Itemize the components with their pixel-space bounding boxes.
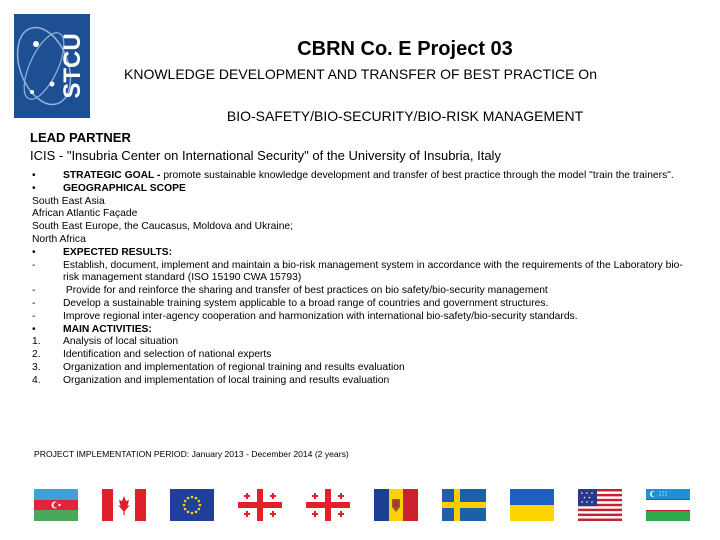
subtitle-line-1: KNOWLEDGE DEVELOPMENT AND TRANSFER OF BEST PRACTICE On <box>124 66 597 82</box>
region-item: South East Europe, the Caucasus, Moldova and Ukraine; <box>32 221 294 233</box>
bullet: • <box>32 246 36 258</box>
list-item <box>32 311 692 324</box>
dash-marker: - <box>32 259 36 271</box>
expected-results-label: EXPECTED RESULTS: <box>63 246 173 258</box>
usa-flag <box>578 489 622 521</box>
list-item <box>32 362 692 375</box>
geographical-scope-label: GEOGRAPHICAL SCOPE <box>63 182 186 194</box>
main-activities <box>32 324 692 337</box>
list-item <box>32 260 692 286</box>
dash-marker: - <box>32 285 36 297</box>
result-text: Improve regional inter-agency cooperation and harmonization with international bio-safety/bio-security standards. <box>63 310 578 322</box>
strategic-goal-text: promote sustainable knowledge development and transfer of best practice through the model "train the trainers". <box>163 170 674 181</box>
lead-partner-text: ICIS - "Insubria Center on International Security" of the University of Insubria, Italy <box>30 148 501 163</box>
result-text: Provide for and reinforce the sharing and transfer of best practices on bio safety/bio-security management <box>63 285 548 297</box>
activity-text: Analysis of local situation <box>63 336 179 348</box>
dash-marker: - <box>32 310 36 322</box>
expected-results <box>32 247 692 260</box>
stcu-logo <box>14 14 90 118</box>
georgia-flag <box>238 489 282 521</box>
implementation-period: PROJECT IMPLEMENTATION PERIOD: January 2013 - December 2014 (2 years) <box>34 449 349 459</box>
region-item: African Atlantic Façade <box>32 208 138 220</box>
strategic-goal <box>32 170 692 183</box>
list-item <box>32 375 692 388</box>
list-item <box>32 298 692 311</box>
strategic-goal-label: STRATEGIC GOAL - <box>63 170 164 181</box>
activity-text: Organization and implementation of local training and results evaluation <box>63 374 390 386</box>
number-marker: 4. <box>32 374 41 386</box>
logo-text: STCU <box>59 33 86 99</box>
eu-flag <box>170 489 214 521</box>
sweden-flag <box>442 489 486 521</box>
georgia-flag <box>306 489 350 521</box>
result-text: Establish, document, implement and maintain a bio-risk management system in accordance with the requirements of the Laboratory bio-risk management standard (ISO 15190 CWA 15793) <box>63 259 683 284</box>
list-item <box>32 349 692 362</box>
number-marker: 2. <box>32 349 41 361</box>
partner-flags <box>34 489 690 521</box>
activity-text: Organization and implementation of regional training and results evaluation <box>63 361 405 373</box>
bullet: • <box>32 170 36 181</box>
geographical-scope <box>32 183 692 196</box>
project-details <box>32 170 692 388</box>
region-item: South East Asia <box>32 195 105 207</box>
bullet: • <box>32 182 36 194</box>
canada-flag <box>102 489 146 521</box>
list-item <box>32 336 692 349</box>
dash-marker: - <box>32 297 36 309</box>
result-text: Develop a sustainable training system applicable to a broad range of countries and government structures. <box>63 297 549 309</box>
moldova-flag <box>374 489 418 521</box>
number-marker: 3. <box>32 361 41 373</box>
bullet: • <box>32 323 36 335</box>
main-activities-label: MAIN ACTIVITIES: <box>63 323 152 335</box>
uzbekistan-flag <box>646 489 690 521</box>
list-item <box>32 285 692 298</box>
subtitle-line-2: BIO-SAFETY/BIO-SECURITY/BIO-RISK MANAGEMENT <box>226 108 584 124</box>
lead-partner-heading: LEAD PARTNER <box>30 130 131 145</box>
number-marker: 1. <box>32 336 41 348</box>
page-title: CBRN Co. E Project 03 <box>297 38 513 60</box>
azerbaijan-flag <box>34 489 78 521</box>
region-item: North Africa <box>32 233 86 245</box>
ukraine-flag <box>510 489 554 521</box>
activity-text: Identification and selection of national experts <box>63 349 272 361</box>
